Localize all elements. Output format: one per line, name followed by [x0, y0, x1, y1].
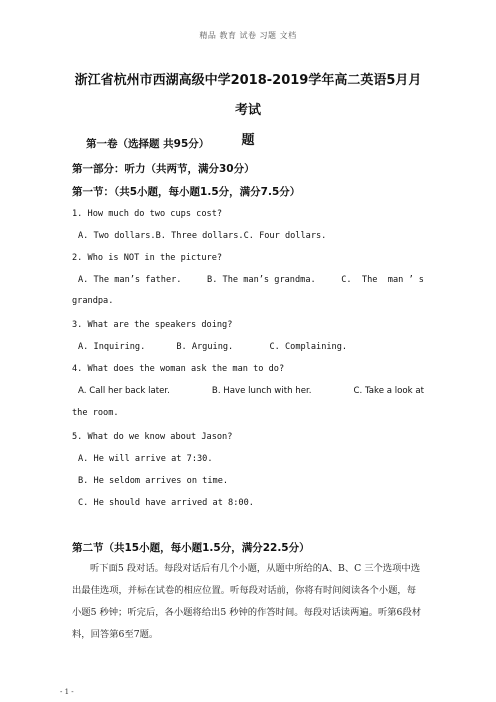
page-header: 精品 教育 试卷 习题 文档: [199, 31, 297, 40]
instructions-text: 听下面5 段对话。每段对话后有几个小题，从题中所给的A、B、C 三个选项中选出最佳选项，并标在试卷的相应位置。听每段对话前，你将有时间阅读各个小题，每小题5 秒钟；听完后，各小题将给出5 秒钟的作答时间。每段对话读两遍。听第6段材料，回答第6至7题。: [72, 563, 422, 640]
question-1-options: A. Two dollars.B. Three dollars.C. Four dollars.: [78, 231, 327, 241]
q4-option-a: A. Call her back later.: [78, 386, 170, 396]
page-number: - 1 -: [60, 688, 74, 696]
q3-option-b: B. Arguing.: [176, 342, 234, 352]
q3-option-c: C. Complaining.: [269, 342, 348, 352]
question-2: 2. Who is NOT in the picture?: [72, 253, 223, 263]
question-3: 3. What are the speakers doing?: [72, 320, 233, 330]
question-4: 4. What does the woman ask the man to do?: [72, 364, 285, 374]
part1-heading: 第一部分：听力（共两节，满分30分）: [72, 163, 255, 175]
question-5: 5. What do we know about Jason?: [72, 432, 233, 442]
q4-option-b: B. Have lunch with her.: [211, 386, 312, 396]
title-line-1: 浙江省杭州市西湖高级中学2018-2019学年高二英语5月月考试: [74, 73, 422, 118]
section1-heading: 第一节：（共5小题，每小题1.5分，满分7.5分）: [72, 186, 301, 198]
q5-option-c: C. He should have arrived at 8:00.: [78, 498, 254, 508]
q5-option-a: A. He will arrive at 7:30.: [78, 454, 213, 464]
q4-option-c: C. Take a look at: [353, 386, 424, 396]
question-4-options: [78, 384, 424, 398]
question-2-options: [78, 273, 424, 287]
section2-heading: 第二节（共15小题，每小题1.5分，满分22.5分）: [72, 542, 310, 554]
q5-option-b: B. He seldom arrives on time.: [78, 476, 229, 486]
volume-heading: 第一卷（选择题 共95分）: [86, 138, 210, 150]
q2-option-c: C. The man ’ s: [341, 275, 424, 285]
question-1: 1. How much do two cups cost?: [72, 209, 223, 219]
q2-option-c-continued: grandpa.: [72, 296, 114, 306]
q3-option-a: A. Inquiring.: [78, 342, 146, 352]
title-line-2: 题: [241, 133, 255, 148]
section2-instructions: [72, 558, 424, 646]
q2-option-b: B. The man’s grandma.: [207, 275, 316, 285]
question-3-options: [78, 340, 430, 354]
q4-option-c-continued: the room.: [72, 408, 119, 418]
q2-option-a: A. The man’s father.: [78, 275, 182, 285]
